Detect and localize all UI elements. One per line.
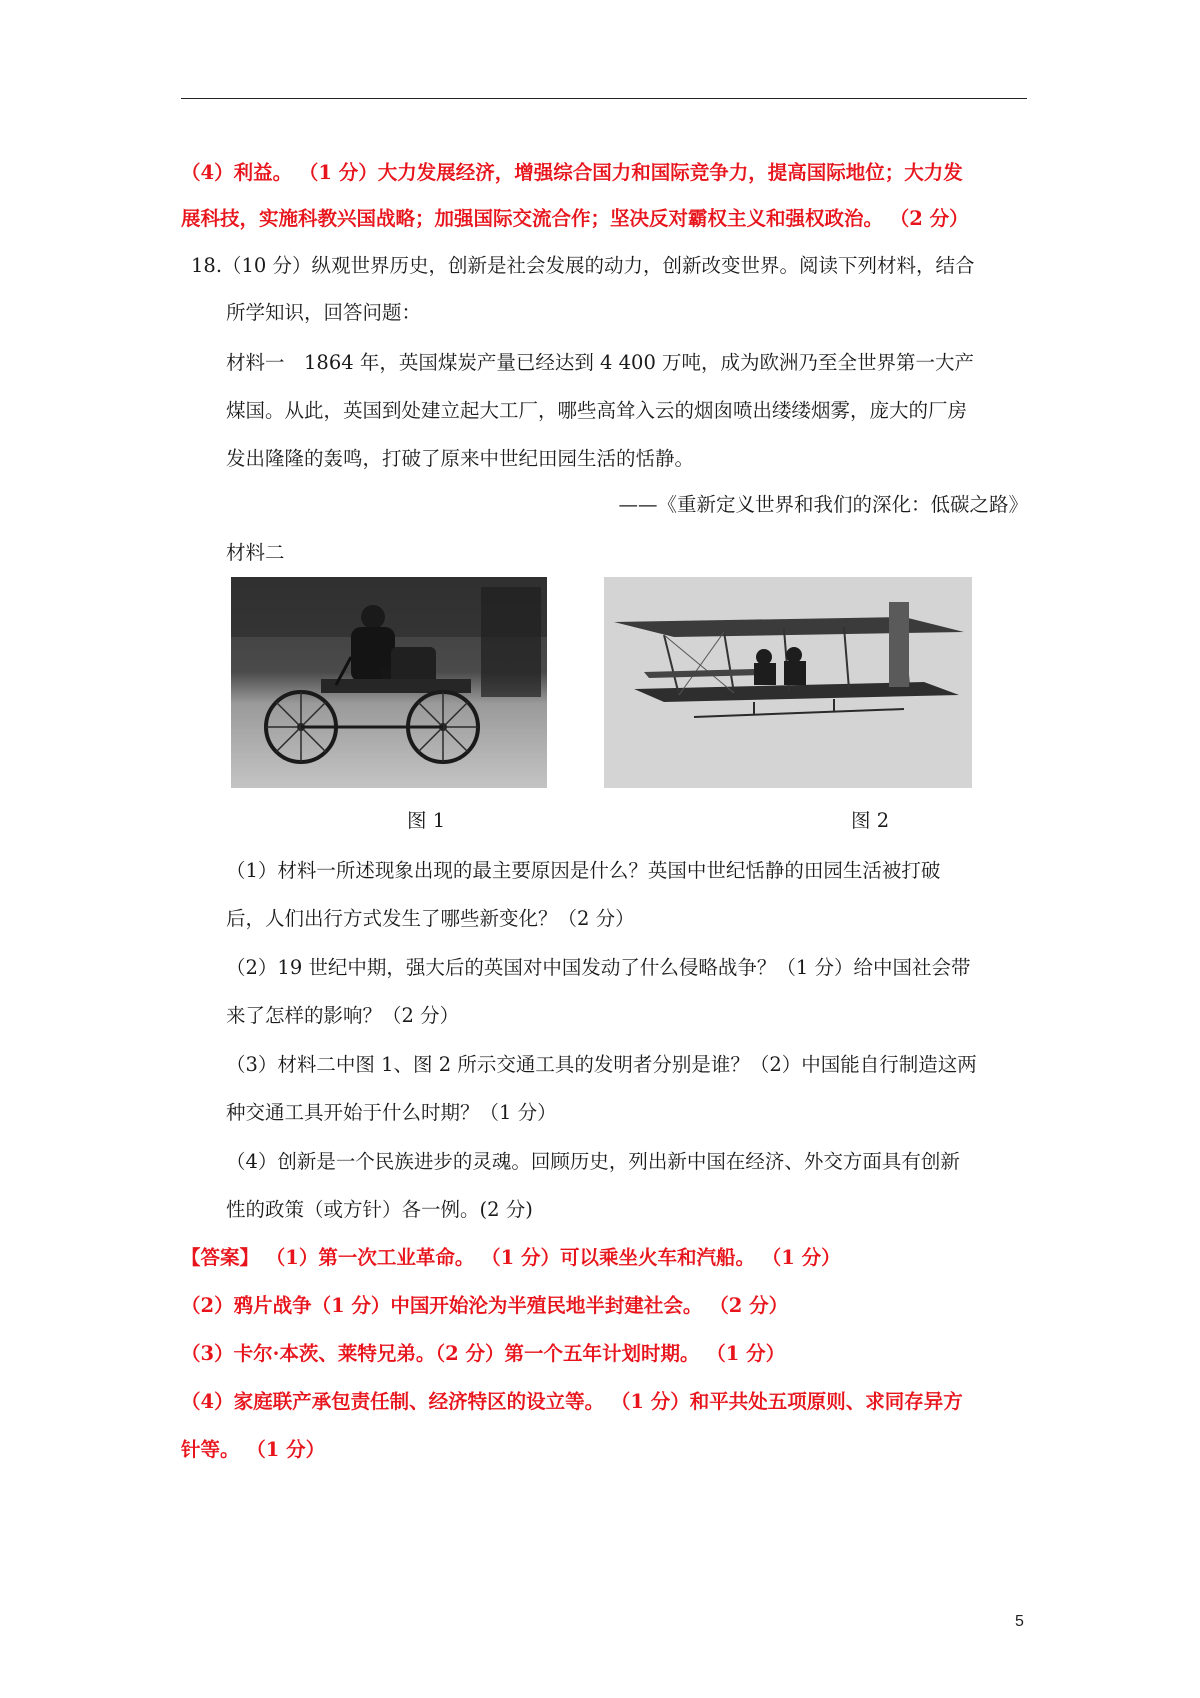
answer-tag: 【答案】 (181, 1246, 260, 1269)
q1-line1: （1）材料一所述现象出现的最主要原因是什么？英国中世纪恬静的田园生活被打破 (226, 859, 941, 882)
material1-line2: 煤国。从此，英国到处建立起大工厂，哪些高耸入云的烟囱喷出缕缕烟雾，庞大的厂房 (226, 399, 968, 422)
question18-intro-line1: 18.（10 分）纵观世界历史，创新是社会发展的动力，创新改变世界。阅读下列材料，结合 (191, 254, 975, 277)
material1-line3: 发出隆隆的轰鸣，打破了原来中世纪田园生活的恬静。 (226, 447, 695, 470)
header-rule (181, 98, 1027, 99)
answer18-a4-line1: （4）家庭联产承包责任制、经济特区的设立等。 （1 分）和平共处五项原则、求同存异方 (181, 1390, 963, 1413)
q2-line1: （2）19 世纪中期，强大后的英国对中国发动了什么侵略战争？（1 分）给中国社会带 (226, 956, 971, 979)
figure2-photo-early-airplane (604, 577, 972, 788)
answer17-line2: 展科技，实施科教兴国战略；加强国际交流合作；坚决反对霸权主义和强权政治。 （2 分） (181, 207, 969, 230)
answer17-line1: （4）利益。 （1 分）大力发展经济，增强综合国力和国际竞争力，提高国际地位；大力发 (181, 161, 963, 184)
page-number: 5 (1015, 1613, 1024, 1630)
answer18-line1 (181, 1245, 841, 1271)
question18-intro-line2: 所学知识，回答问题： (226, 301, 422, 324)
answer18-a2: （2）鸦片战争（1 分）中国开始沦为半殖民地半封建社会。 （2 分） (181, 1294, 789, 1317)
q4-line2: 性的政策（或方针）各一例。(2 分) (226, 1198, 533, 1221)
figure2-caption: 图 2 (851, 809, 890, 832)
answer18-a4-line2: 针等。 （1 分） (181, 1438, 326, 1461)
q4-line1: （4）创新是一个民族进步的灵魂。回顾历史，列出新中国在经济、外交方面具有创新 (226, 1150, 960, 1173)
answer18-a3: （3）卡尔·本茨、莱特兄弟。（2 分）第一个五年计划时期。 （1 分） (181, 1342, 786, 1365)
q3-line2: 种交通工具开始于什么时期？（1 分） (226, 1101, 557, 1124)
q1-line2: 后，人们出行方式发生了哪些新变化？（2 分） (226, 907, 635, 930)
q3-line1: （3）材料二中图 1、图 2 所示交通工具的发明者分别是谁？（2）中国能自行制造这两 (226, 1053, 977, 1076)
figure1-caption: 图 1 (407, 809, 446, 832)
material2-label: 材料二 (226, 541, 285, 564)
material1-source: ——《重新定义世界和我们的深化：低碳之路》 (618, 493, 1028, 516)
material1-line1: 材料一 1864 年，英国煤炭产量已经达到 4 400 万吨，成为欧洲乃至全世界第一大产 (226, 351, 975, 374)
figure1-photo-early-automobile (231, 577, 547, 788)
q2-line2: 来了怎样的影响？（2 分） (226, 1004, 460, 1027)
answer18-a1: （1）第一次工业革命。 （1 分）可以乘坐火车和汽船。 （1 分） (259, 1246, 841, 1269)
